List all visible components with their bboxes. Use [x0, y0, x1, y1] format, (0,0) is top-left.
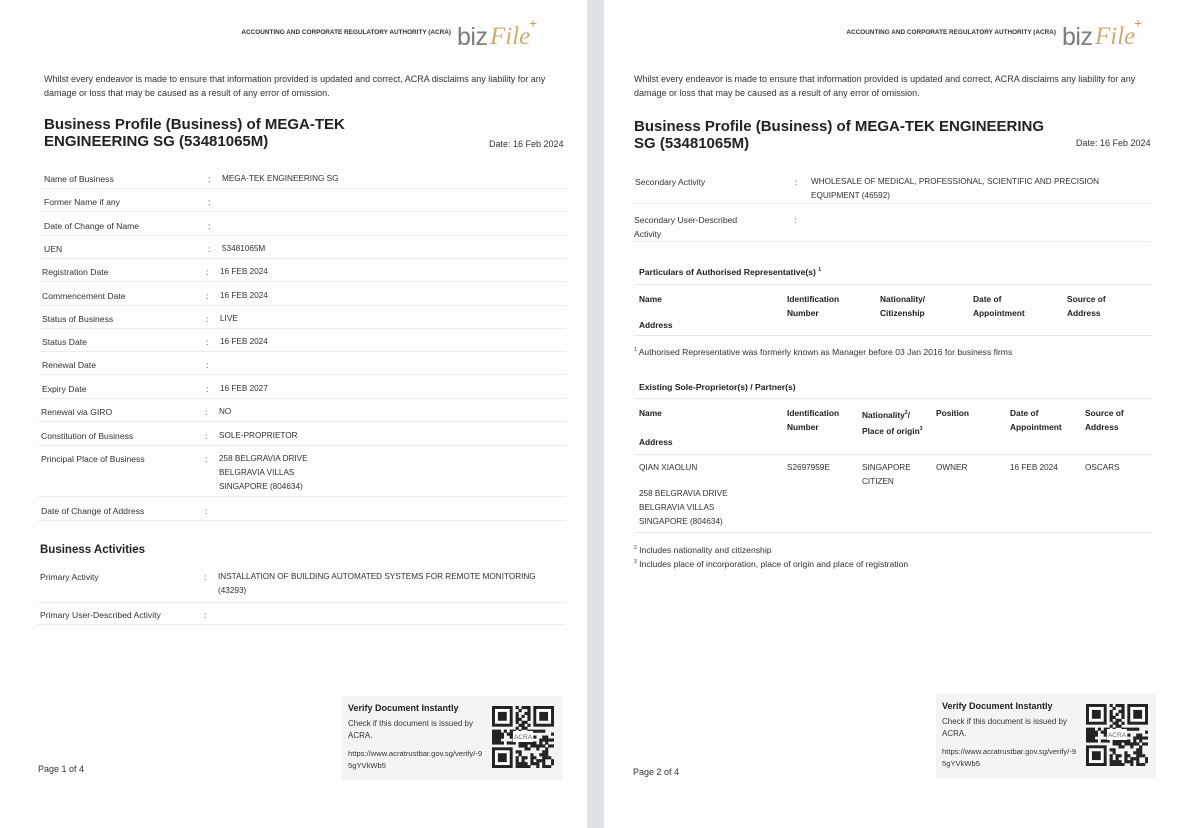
field-value: 16 FEB 2024 [220, 267, 268, 276]
col-nationality: Nationality/ Citizenship [880, 294, 926, 318]
col-source-address: Source of Address [1067, 294, 1106, 318]
col-name: Name [639, 408, 662, 418]
footnote-2: $^2$ Includes nationality and citizenship [634, 544, 772, 555]
partner-name: QIAN XIAOLUN [639, 463, 698, 472]
field-row: Status Date : 16 FEB 2024 [39, 330, 566, 352]
field-row: Constitution of Business : SOLE-PROPRIETOR [38, 424, 566, 446]
col-identification: Identification Number [787, 294, 840, 318]
col-address: Address [639, 320, 673, 330]
verify-description: Check if this document is issued by ACRA. [348, 719, 473, 740]
verify-link[interactable]: https://www.acratrustbar.gov.sg/verify/-95gYVkWb5 [348, 749, 483, 770]
field-label: Former Name if any [44, 197, 120, 207]
field-row: Primary Activity : INSTALLATION OF BUILDING AUTOMATED SYSTEMS FOR REMOTE MONITORING (43293) [37, 565, 565, 603]
document-date: Date: 16 Feb 2024 [489, 139, 564, 149]
col-address: Address [639, 437, 673, 447]
field-value: 258 BELGRAVIA DRIVE BELGRAVIA VILLAS SINGAPORE (804634) [219, 454, 308, 491]
field-row: Expiry Date : 16 FEB 2027 [39, 377, 566, 399]
partner-id: S2697959E [787, 463, 830, 472]
col-date-appointment: Date of Appointment [973, 294, 1025, 318]
field-row: Former Name if any : [41, 190, 566, 212]
verify-box [342, 696, 562, 780]
field-label: UEN [44, 244, 63, 254]
partner-address: 258 BELGRAVIA DRIVE BELGRAVIA VILLAS SINGAPORE (804634) [639, 489, 728, 526]
field-value: 16 FEB 2024 [220, 291, 268, 300]
qr-code[interactable] [492, 706, 554, 768]
field-row: Date of Change of Address : [38, 499, 566, 521]
bizfile-logo: biz File + [457, 15, 538, 51]
disclaimer: Whilst every endeavor is made to ensure that information provided is updated and correct, ACRA disclaims any liability for any damage or loss that may be caused as a result of any error of omission. [634, 74, 1136, 98]
field-label: Date of Change of Name [44, 221, 140, 231]
field-value: WHOLESALE OF MEDICAL, PROFESSIONAL, SCIENTIFIC AND PRECISION EQUIPMENT (46592) [811, 177, 1099, 200]
field-row: Registration Date : 16 FEB 2024 [39, 260, 566, 282]
field-label: Renewal via GIRO [41, 407, 113, 417]
field-label: Date of Change of Address [41, 506, 145, 516]
qr-label: ACRA [513, 734, 533, 741]
page-number: Page 2 of 4 [633, 767, 680, 777]
field-value: SOLE-PROPRIETOR [219, 431, 298, 440]
page-1 [0, 0, 587, 828]
footnote-3: $^3$ Includes place of incorporation, place of origin and place of registration [634, 558, 909, 569]
field-label: Expiry Date [42, 384, 87, 394]
col-nationality: Nationality$^2$/ Place of origin$^3$ [862, 409, 923, 436]
field-value: NO [219, 407, 232, 416]
sole-proprietor-heading: Existing Sole-Proprietor(s) / Partner(s) [639, 382, 796, 392]
disclaimer: Whilst every endeavor is made to ensure that information provided is updated and correct, ACRA disclaims any liability for any damage or loss that may be caused as a result of any error of omission. [44, 74, 546, 98]
field-label: Secondary User-Described Activity [634, 215, 738, 239]
qr-label: ACRA [1107, 732, 1127, 739]
page-2 [604, 0, 1192, 828]
verify-box [936, 694, 1156, 778]
partner-position: OWNER [936, 463, 968, 472]
field-label: Primary Activity [40, 572, 99, 582]
field-label: Status Date [42, 337, 87, 347]
field-label: Primary User-Described Activity [40, 610, 161, 620]
verify-link[interactable]: https://www.acratrustbar.gov.sg/verify/-95gYVkWb5 [942, 747, 1077, 768]
qr-code[interactable] [1086, 704, 1148, 766]
field-label: Constitution of Business [41, 431, 134, 441]
authorised-rep-note: $^1$ Authorised Representative was formerly known as Manager before 03 Jan 2016 for business firms [634, 346, 1013, 357]
authority-name: ACCOUNTING AND CORPORATE REGULATORY AUTHORITY (ACRA) [846, 29, 1056, 36]
field-row: Name of Business : MEGA-TEK ENGINEERING SG [41, 167, 566, 189]
field-row: Status of Business : LIVE [39, 307, 566, 329]
field-row: Renewal Date : [39, 353, 566, 375]
field-row: Commencement Date : 16 FEB 2024 [39, 284, 566, 306]
authority-name: ACCOUNTING AND CORPORATE REGULATORY AUTHORITY (ACRA) [241, 29, 451, 36]
field-row: Date of Change of Name : [41, 214, 566, 236]
col-name: Name [639, 294, 662, 304]
field-row: Renewal via GIRO : NO [38, 400, 566, 422]
col-source-address: Source of Address [1085, 408, 1124, 432]
field-row: Primary User-Described Activity : [37, 603, 565, 625]
field-row: Secondary Activity : WHOLESALE OF MEDICAL, PROFESSIONAL, SCIENTIFIC AND PRECISION EQUIPMENT (46592) [632, 170, 1152, 204]
field-value: 16 FEB 2024 [220, 337, 268, 346]
business-activities-heading: Business Activities [40, 544, 146, 556]
verify-title: Verify Document Instantly [942, 701, 1053, 711]
verify-description: Check if this document is issued by ACRA. [942, 717, 1067, 738]
field-value: LIVE [220, 314, 238, 323]
field-row: UEN : 53481065M [41, 237, 566, 259]
partner-nationality: SINGAPORE CITIZEN [862, 463, 911, 486]
col-date-appointment: Date of Appointment [1010, 408, 1062, 432]
col-position: Position [936, 408, 970, 418]
authorised-rep-heading: Particulars of Authorised Representative(s) $^1$ [639, 267, 822, 277]
bizfile-logo: biz File + [1062, 15, 1143, 51]
field-label: Renewal Date [42, 360, 96, 370]
field-label: Status of Business [42, 314, 114, 324]
field-label: Name of Business [44, 174, 114, 184]
field-label: Principal Place of Business [41, 454, 145, 464]
document-date: Date: 16 Feb 2024 [1076, 138, 1151, 148]
page-title: Business Profile (Business) of MEGA-TEK ENGINEERING SG (53481065M) [44, 116, 345, 150]
col-identification: Identification Number [787, 408, 840, 432]
page-number: Page 1 of 4 [38, 764, 85, 774]
field-label: Registration Date [42, 267, 109, 277]
field-value: 16 FEB 2027 [220, 384, 268, 393]
field-value: MEGA-TEK ENGINEERING SG [222, 174, 339, 183]
field-label: Commencement Date [42, 291, 126, 301]
partner-source-address: OSCARS [1085, 463, 1120, 472]
page-gutter [587, 0, 604, 828]
field-value: 53481065M [222, 244, 266, 253]
partner-date-appointment: 16 FEB 2024 [1010, 463, 1058, 472]
field-row: Secondary User-Described Activity : [631, 208, 1151, 242]
verify-title: Verify Document Instantly [348, 703, 459, 713]
field-label: Secondary Activity [635, 177, 706, 187]
page-title: Business Profile (Business) of MEGA-TEK ENGINEERING SG (53481065M) [634, 118, 1045, 152]
field-row: Principal Place of Business : 258 BELGRAVIA DRIVE BELGRAVIA VILLAS SINGAPORE (804634) [38, 447, 566, 497]
field-value: INSTALLATION OF BUILDING AUTOMATED SYSTEMS FOR REMOTE MONITORING (43293) [218, 572, 536, 595]
